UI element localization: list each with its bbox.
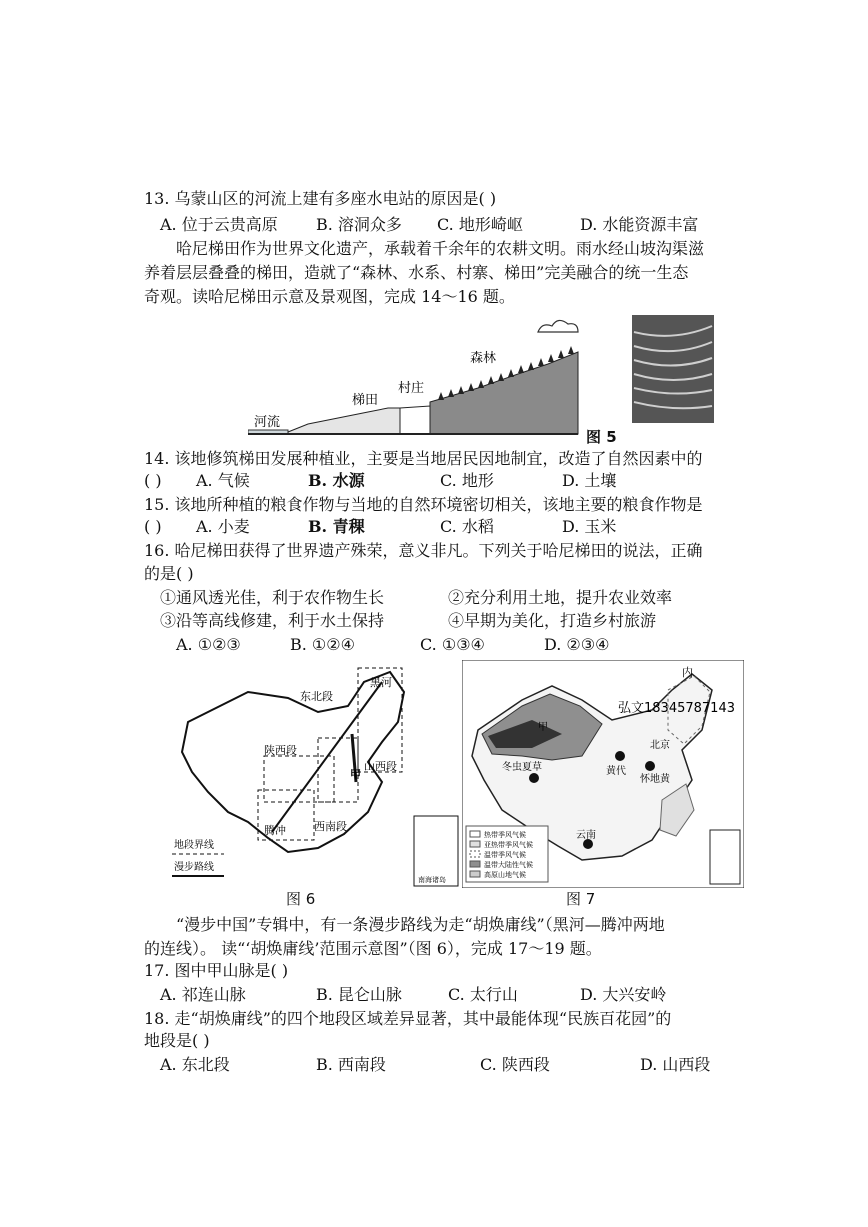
label-heihe: 黑河 [370,676,392,689]
q13-option-d: D. 水能资源丰富 [580,215,699,234]
q17-option-b: B. 昆仑山脉 [316,985,402,1004]
label-tengchong: 腾冲 [264,824,286,837]
q13-option-c: C. 地形崎岖 [437,215,523,234]
q18-option-a: A. 东北段 [160,1055,230,1074]
intro1-line2: 养着层层叠叠的梯田，造就了“森林、水系、村寨、梯田”完美融合的统一生态 [144,263,689,282]
q17-option-c: C. 太行山 [448,985,518,1004]
q16-item-4: ④早期为美化，打造乡村旅游 [448,611,657,630]
label-terrace: 梯田 [352,393,379,408]
point-dongchong [529,773,539,783]
q14-option-c: C. 地形 [440,471,494,490]
legend-tropical-monsoon: 热带季风气候 [484,831,526,839]
legend-temperate-monsoon: 温带季风气候 [484,851,526,859]
q16-option-d: D. ②③④ [544,635,610,654]
q16-stem-line2: 的是( ) [144,564,194,583]
q15-option-c: C. 水稻 [440,517,494,536]
q14-paren: ( ) [144,471,162,490]
intro2-line1: “漫步中国”专辑中，有一条漫步路线为走“胡焕庸线”（黑河—腾冲两地 [176,915,665,934]
figure-5-caption: 图 5 [586,428,617,446]
label-yunnan: 云南 [576,830,596,841]
label-huangyi: 黄代 [606,766,626,777]
q18-option-b: B. 西南段 [316,1055,386,1074]
label-jia: 甲 [538,722,548,733]
label-beijing: 北京 [650,740,670,751]
legend-boundary: 地段界线 [174,840,214,851]
label-forest: 森林 [470,351,497,366]
intro1-line3: 奇观。读哈尼梯田示意及景观图，完成 14～16 题。 [144,287,515,306]
q16-option-b: B. ①②④ [290,635,355,654]
q16-option-c: C. ①③④ [420,635,485,654]
q15-option-a: A. 小麦 [196,517,250,536]
q14-option-a: A. 气候 [196,471,250,490]
q15-stem: 15. 该地所种植的粮食作物与当地的自然环境密切相关，该地主要的粮食作物是 [144,495,703,514]
label-dongchong: 冬虫夏草 [502,762,542,773]
q16-item-3: ③沿等高线修建，利于水土保持 [160,611,385,630]
inset-south-sea [710,830,740,884]
label-nei: 内 [682,666,693,679]
label-southwest-section: 西南段 [314,820,347,833]
inset-label: 南海诸岛 [418,876,446,884]
label-northeast-section: 东北段 [300,690,333,703]
legend-subtropical-monsoon: 亚热带季风气候 [484,841,533,849]
q15-paren: ( ) [144,517,162,536]
q17-stem: 17. 图中甲山脉是( ) [144,961,289,980]
figure-7-climate-map [462,660,744,888]
q15-option-d: D. 玉米 [562,517,617,536]
figure-5-terrace-diagram [248,312,718,444]
legend-temperate-continental: 温带大陆性气候 [484,861,533,869]
legend-route: 漫步路线 [174,862,214,873]
legend-plateau-mountain: 高原山地气候 [484,871,526,879]
point-huaidihuang [645,761,655,771]
q14-option-b: B. 水源 [308,471,365,490]
intro1-line1: 哈尼梯田作为世界文化遗产，承载着千余年的农耕文明。雨水经山坡沟渠滋 [176,239,705,258]
watermark-text: 弘文18345787143 [618,701,735,716]
q13-option-b: B. 溶洞众多 [316,215,402,234]
q16-option-a: A. ①②③ [176,635,241,654]
figure-6-hu-line-map [168,662,460,888]
q18-stem-line2: 地段是( ) [144,1031,210,1050]
point-huangyi [615,751,625,761]
q13-stem: 13. 乌蒙山区的河流上建有多座水电站的原因是( ) [144,189,497,208]
q18-stem-line1: 18. 走“胡焕庸线”的四个地段区域差异显著，其中最能体现“民族百花园”的 [144,1009,672,1028]
label-shanxi-section: 山西段 [364,760,397,773]
q14-option-d: D. 土壤 [562,471,617,490]
q15-option-b: B. 青稞 [308,517,365,536]
q16-stem-line1: 16. 哈尼梯田获得了世界遗产殊荣，意义非凡。下列关于哈尼梯田的说法，正确 [144,541,703,560]
q17-option-d: D. 大兴安岭 [580,985,667,1004]
label-river: 河流 [254,415,281,430]
q16-item-1: ①通风透光佳，利于农作物生长 [160,588,385,607]
figure-7-caption: 图 7 [566,890,596,908]
q16-item-2: ②充分利用土地，提升农业效率 [448,588,673,607]
label-village: 村庄 [398,381,425,396]
terrace-shape [288,408,400,434]
figure-6-caption: 图 6 [286,890,316,908]
q13-option-a: A. 位于云贵高原 [160,215,278,234]
q17-option-a: A. 祁连山脉 [160,985,246,1004]
cloud-icon [538,320,578,332]
label-shaanxi-section: 陕西段 [264,744,297,757]
label-huaidihuang: 怀地黄 [640,774,670,785]
q18-option-d: D. 山西段 [640,1055,711,1074]
q14-stem: 14. 该地修筑梯田发展种植业，主要是当地居民因地制宜，改造了自然因素中的 [144,449,703,468]
q18-option-c: C. 陕西段 [480,1055,550,1074]
intro2-line2: 的连线）。 读“‘胡焕庸线’范围示意图”（图 6），完成 17～19 题。 [144,939,602,958]
label-jia: 甲 [350,768,361,781]
